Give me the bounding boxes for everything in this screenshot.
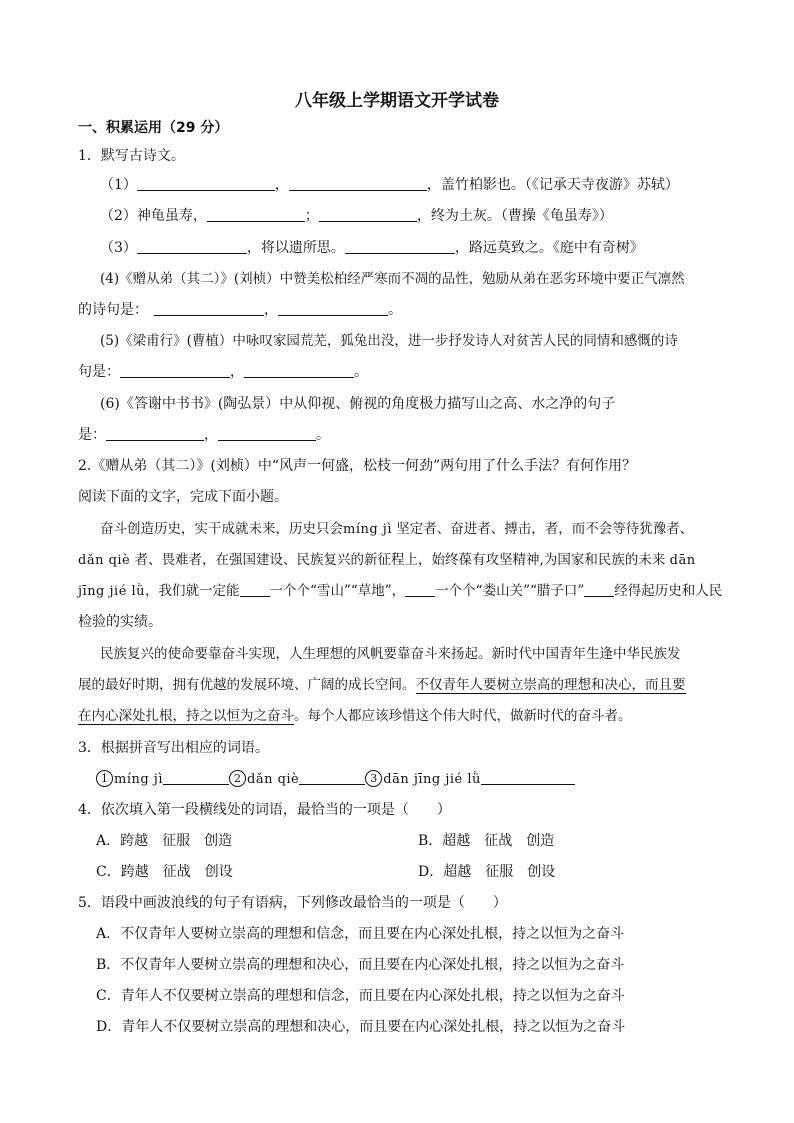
- q1-item-6-line1: (6)《答谢中书书》(陶弘景）中从仰视、俯视的角度极力描写山之高、水之净的句子: [100, 396, 616, 412]
- q1-item-5-line2: 句是： ， 。: [78, 364, 368, 380]
- answer-blank[interactable]: [584, 582, 614, 597]
- answer-blank[interactable]: [207, 207, 305, 222]
- q1-item-6-line2: 是： ， 。: [78, 427, 330, 443]
- q4-option-c[interactable]: C．跨越 征战 创设: [96, 864, 233, 880]
- passage-p2-line3: 在内心深处扎根，持之以恒为之奋斗。每个人都应该珍惜这个伟大时代，做新时代的奋斗者。: [78, 708, 632, 724]
- q5-option-d[interactable]: D．青年人不仅要树立崇高的理想和决心，而且要在内心深处扎根，持之以恒为之奋斗: [96, 1019, 626, 1035]
- q4-option-d[interactable]: D．超越 征服 创设: [418, 864, 556, 880]
- answer-blank[interactable]: [278, 301, 388, 316]
- answer-blank[interactable]: [154, 301, 264, 316]
- underlined-sentence: 在内心深处扎根，持之以恒为之奋斗: [78, 708, 294, 724]
- circled-number: 3: [365, 770, 382, 787]
- answer-blank[interactable]: [163, 770, 229, 785]
- answer-blank[interactable]: [299, 770, 365, 785]
- passage-p1-line1: 奋斗创造历史，实干成就未来，历史只会míng jì 坚定者、奋进者、搏击，者，而不会等待犹豫者、: [100, 521, 694, 537]
- answer-blank[interactable]: [120, 363, 230, 378]
- answer-blank[interactable]: [289, 176, 427, 191]
- q1-item-4-line1: (4)《赠从弟（其二）》(刘桢）中赞美松柏经严寒而不凋的品性，勉励从弟在恶劣环境中要正气凛然: [100, 271, 685, 287]
- answer-blank[interactable]: [481, 770, 575, 785]
- question-3-stem: 3．根据拼音写出相应的词语。: [78, 740, 269, 756]
- page-title: 八年级上学期语文开学试卷: [295, 91, 499, 111]
- passage-p2-line2: 展的最好时期，拥有优越的发展环境、广阔的成长空间。不仅青年人要树立崇高的理想和决心，而且要: [78, 677, 686, 693]
- answer-blank[interactable]: [106, 426, 204, 441]
- q5-option-c[interactable]: C．青年人不仅要树立崇高的理想和信念，而且要在内心深处扎根，持之以恒为之奋斗: [96, 988, 625, 1004]
- passage-p1-line2: dǎn qiè 者、畏难者，在强国建设、民族复兴的新征程上，始终葆有攻坚精神,为国家和民族的未来 dān: [78, 552, 696, 568]
- q5-option-b[interactable]: B．不仅青年人要树立崇高的理想和决心，而且要在内心深处扎根，持之以恒为之奋斗: [96, 957, 625, 973]
- q4-option-a[interactable]: A．跨越 征服 创造: [96, 833, 233, 849]
- answer-blank[interactable]: [244, 363, 354, 378]
- q1-item-5-line1: (5)《梁甫行》(曹植）中咏叹家园荒芜，狐兔出没，进一步抒发诗人对贫苦人民的同情和感慨的诗: [100, 333, 678, 349]
- reading-intro: 阅读下面的文字，完成下面小题。: [78, 489, 288, 505]
- answer-blank[interactable]: [319, 207, 417, 222]
- answer-blank[interactable]: [405, 582, 435, 597]
- answer-blank[interactable]: [137, 239, 247, 254]
- passage-p2-line1: 民族复兴的使命要靠奋斗实现，人生理想的风帆要靠奋斗来扬起。新时代中国青年生逢中华民族发: [100, 646, 681, 662]
- section-heading: 一、积累运用（29 分）: [78, 120, 229, 136]
- passage-p1-line4: 检验的实绩。: [78, 614, 162, 630]
- q1-item-4-line2: 的诗句是： ， 。: [78, 302, 402, 318]
- answer-blank[interactable]: [137, 176, 275, 191]
- question-5-stem: 5．语段中画波浪线的句子有语病，下列修改最恰当的一项是（ ）: [78, 895, 507, 911]
- answer-blank[interactable]: [240, 582, 270, 597]
- answer-blank[interactable]: [218, 426, 316, 441]
- underlined-sentence: 不仅青年人要树立崇高的理想和决心，而且要: [415, 677, 686, 693]
- circled-number: 1: [96, 770, 113, 787]
- question-4-stem: 4．依次填入第一段横线处的词语，最恰当的一项是（ ）: [78, 802, 451, 818]
- q3-pinyin-items: 1 míng jì 2 dǎn qiè 3 dān jīng jié lǜ: [96, 769, 575, 790]
- q1-item-1: （1） ， ，盖竹柏影也。（《记承天寺夜游》苏轼）: [100, 177, 679, 193]
- question-1-stem: 1．默写古诗文。: [78, 148, 185, 164]
- q4-option-b[interactable]: B．超越 征战 创造: [418, 833, 555, 849]
- q1-item-3: （3） ，将以遗所思。 ，路远莫致之。《庭中有奇树》: [100, 240, 644, 256]
- q1-item-2: （2）神龟虽寿， ； ，终为土灰。（曹操《龟虽寿》）: [100, 208, 613, 224]
- q5-option-a[interactable]: A．不仅青年人要树立崇高的理想和信念，而且要在内心深处扎根，持之以恒为之奋斗: [96, 926, 625, 942]
- answer-blank[interactable]: [345, 239, 455, 254]
- question-2-stem: 2.《赠从弟（其二）》(刘桢）中“风声一何盛，松枝一何劲”两句用了什么手法？有何作用？: [78, 458, 637, 474]
- circled-number: 2: [229, 770, 246, 787]
- passage-p1-line3: jīng jié lǜ，我们就一定能 一个个“雪山”“草地”， 一个个“娄山关”“腊子口” 经得起历史和人民: [78, 583, 723, 599]
